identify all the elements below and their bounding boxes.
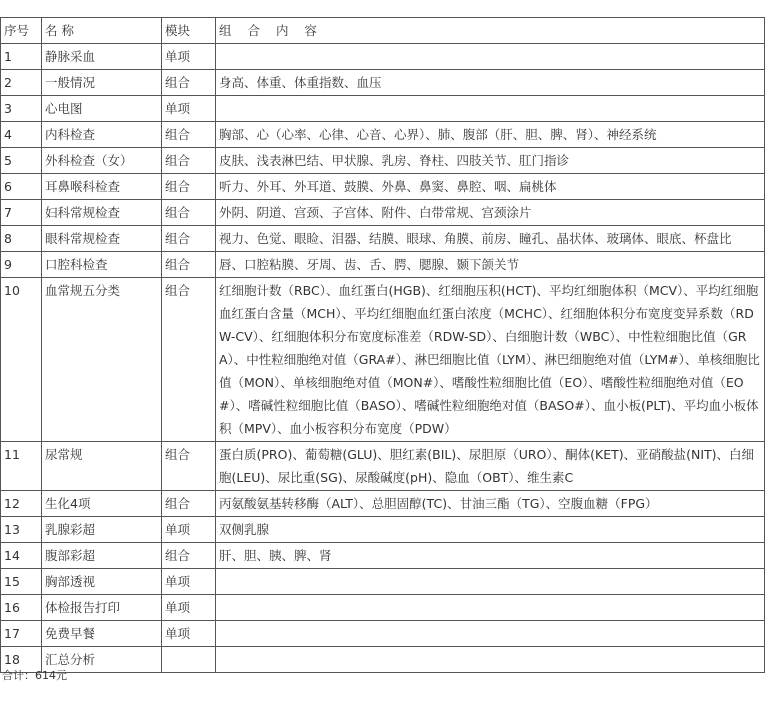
row-number: 14 <box>1 543 42 569</box>
item-name: 一般情况 <box>42 70 162 96</box>
item-content <box>216 44 765 70</box>
item-name: 内科检查 <box>42 122 162 148</box>
table-row <box>1 174 765 200</box>
item-name: 外科检查（女） <box>42 148 162 174</box>
item-content <box>216 595 765 621</box>
module-type: 组合 <box>162 122 216 148</box>
header-content: 组 合 内 容 <box>216 18 765 44</box>
item-content: 丙氨酸氨基转移酶（ALT）、总胆固醇(TC)、甘油三酯（TG）、空腹血糖（FPG） <box>216 491 765 517</box>
header-name: 名 称 <box>42 18 162 44</box>
item-content: 视力、色觉、眼睑、泪器、结膜、眼球、角膜、前房、瞳孔、晶状体、玻璃体、眼底、杯盘比 <box>216 226 765 252</box>
table-row <box>1 595 765 621</box>
table-row <box>1 569 765 595</box>
table-row <box>1 278 765 442</box>
row-number: 16 <box>1 595 42 621</box>
row-number: 2 <box>1 70 42 96</box>
row-number: 7 <box>1 200 42 226</box>
exam-package-table <box>0 17 765 673</box>
item-content <box>216 569 765 595</box>
table-row <box>1 226 765 252</box>
row-number: 10 <box>1 278 42 442</box>
module-type: 组合 <box>162 442 216 491</box>
item-content: 蛋白质(PRO)、葡萄糖(GLU)、胆红素(BIL)、尿胆原（URO）、酮体(KET)、亚硝酸盐(NIT)、白细胞(LEU)、尿比重(SG)、尿酸碱度(pH)、隐血（OBT）、维生素C <box>216 442 765 491</box>
module-type: 组合 <box>162 200 216 226</box>
module-type: 单项 <box>162 595 216 621</box>
module-type: 单项 <box>162 569 216 595</box>
row-number: 17 <box>1 621 42 647</box>
item-content: 外阴、阴道、宫颈、子宫体、附件、白带常规、宫颈涂片 <box>216 200 765 226</box>
table-row <box>1 543 765 569</box>
item-content: 皮肤、浅表淋巴结、甲状腺、乳房、脊柱、四肢关节、肛门指诊 <box>216 148 765 174</box>
item-content: 肝、胆、胰、脾、肾 <box>216 543 765 569</box>
table-row <box>1 122 765 148</box>
module-type: 单项 <box>162 96 216 122</box>
item-content <box>216 96 765 122</box>
item-content: 胸部、心（心率、心律、心音、心界）、肺、腹部（肝、胆、脾、肾）、神经系统 <box>216 122 765 148</box>
row-number: 4 <box>1 122 42 148</box>
module-type: 组合 <box>162 278 216 442</box>
row-number: 5 <box>1 148 42 174</box>
table-row <box>1 442 765 491</box>
module-type: 单项 <box>162 517 216 543</box>
item-name: 腹部彩超 <box>42 543 162 569</box>
item-content: 听力、外耳、外耳道、鼓膜、外鼻、鼻窦、鼻腔、咽、扁桃体 <box>216 174 765 200</box>
row-number: 13 <box>1 517 42 543</box>
table-row <box>1 44 765 70</box>
item-name: 心电图 <box>42 96 162 122</box>
item-name: 尿常规 <box>42 442 162 491</box>
item-content: 红细胞计数（RBC）、血红蛋白(HGB)、红细胞压积(HCT)、平均红细胞体积（MCV）、平均红细胞血红蛋白含量（MCH）、平均红细胞血红蛋白浓度（MCHC）、红细胞体积分布宽度变异系数（RDW-CV）、红细胞体积分布宽度标准差（RDW-SD）、白细胞计数（WBC）、中性粒细胞比值（GRA）、中性粒细胞绝对值（GRA#）、淋巴细胞比值（LYM）、淋巴细胞绝对值（LYM#）、单核细胞比值（MON）、单核细胞绝对值（MON#）、嗜酸性粒细胞比值（EO）、嗜酸性粒细胞绝对值（EO#）、嗜碱性粒细胞比值（BASO）、嗜碱性粒细胞绝对值（BASO#）、血小板(PLT)、平均血小板体积（MPV）、血小板容积分布宽度（PDW） <box>216 278 765 442</box>
module-type <box>162 647 216 673</box>
table-row <box>1 491 765 517</box>
total-price: 合计：614元 <box>2 669 67 682</box>
item-name: 汇总分析 <box>42 647 162 673</box>
module-type: 单项 <box>162 44 216 70</box>
item-content <box>216 647 765 673</box>
module-type: 单项 <box>162 621 216 647</box>
table-row <box>1 96 765 122</box>
row-number: 9 <box>1 252 42 278</box>
row-number: 12 <box>1 491 42 517</box>
table-row <box>1 517 765 543</box>
table-row <box>1 70 765 96</box>
table-row <box>1 252 765 278</box>
item-content: 身高、体重、体重指数、血压 <box>216 70 765 96</box>
module-type: 组合 <box>162 70 216 96</box>
item-name: 胸部透视 <box>42 569 162 595</box>
item-name: 眼科常规检查 <box>42 226 162 252</box>
row-number: 6 <box>1 174 42 200</box>
row-number: 18 <box>1 647 42 673</box>
table-body <box>1 44 765 673</box>
row-number: 8 <box>1 226 42 252</box>
row-number: 1 <box>1 44 42 70</box>
row-number: 15 <box>1 569 42 595</box>
table-row <box>1 647 765 673</box>
module-type: 组合 <box>162 148 216 174</box>
item-name: 耳鼻喉科检查 <box>42 174 162 200</box>
item-name: 妇科常规检查 <box>42 200 162 226</box>
module-type: 组合 <box>162 226 216 252</box>
item-name: 乳腺彩超 <box>42 517 162 543</box>
table-row <box>1 621 765 647</box>
module-type: 组合 <box>162 252 216 278</box>
module-type: 组合 <box>162 491 216 517</box>
header-no: 序号 <box>1 18 42 44</box>
item-name: 静脉采血 <box>42 44 162 70</box>
module-type: 组合 <box>162 543 216 569</box>
item-content: 双侧乳腺 <box>216 517 765 543</box>
module-type: 组合 <box>162 174 216 200</box>
item-name: 生化4项 <box>42 491 162 517</box>
item-name: 免费早餐 <box>42 621 162 647</box>
item-content <box>216 621 765 647</box>
item-content: 唇、口腔粘膜、牙周、齿、舌、腭、腮腺、颞下颌关节 <box>216 252 765 278</box>
item-name: 体检报告打印 <box>42 595 162 621</box>
row-number: 11 <box>1 442 42 491</box>
table-row <box>1 148 765 174</box>
item-name: 血常规五分类 <box>42 278 162 442</box>
header-row <box>1 18 765 44</box>
item-name: 口腔科检查 <box>42 252 162 278</box>
header-module: 模块 <box>162 18 216 44</box>
table-row <box>1 200 765 226</box>
table-header <box>1 18 765 44</box>
row-number: 3 <box>1 96 42 122</box>
